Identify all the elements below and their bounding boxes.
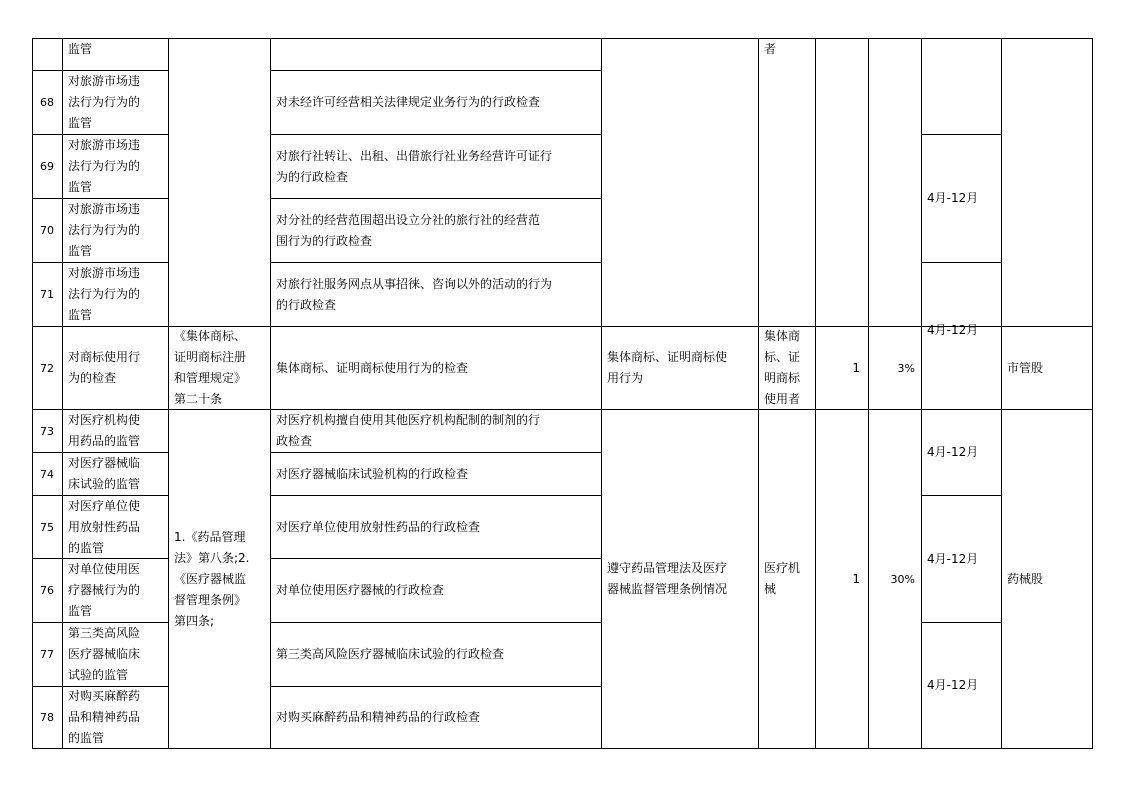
row-number: 77 bbox=[40, 648, 54, 661]
action-cell: 对未经许可经营相关法律规定业务行为的行政检查 bbox=[276, 95, 541, 109]
action-cell: 第三类高风险医疗器械临床试验的行政检查 bbox=[276, 647, 505, 661]
row-number: 68 bbox=[40, 96, 54, 109]
action-cell: 集体商标、证明商标使用行为的检查 bbox=[276, 360, 469, 375]
item-cell: 监管 bbox=[68, 42, 93, 56]
count-cell: 1 bbox=[852, 360, 860, 375]
row-number: 71 bbox=[40, 288, 54, 301]
item-cell: 对商标使用行 为的检查 bbox=[68, 350, 141, 385]
item-cell: 对购买麻醉药 品和精神药品 的监管 bbox=[68, 689, 141, 745]
action-cell: 对旅行社转让、出租、出借旅行社业务经营许可证行 为的行政检查 bbox=[276, 148, 553, 184]
object-cell: 集体商 标、证 明商标 使用者 bbox=[764, 329, 801, 406]
action-cell: 对分社的经营范围超出设立分社的旅行社的经营范 围行为的行政检查 bbox=[276, 212, 541, 248]
item-cell: 对医疗机构使 用药品的监管 bbox=[68, 413, 141, 448]
item-cell: 对旅游市场违 法行为行为的 监管 bbox=[68, 138, 141, 194]
time-cell: 4月-12月 bbox=[927, 191, 979, 205]
action-cell: 对单位使用医疗器械的行政检查 bbox=[276, 583, 445, 597]
item-cell: 对旅游市场违 法行为行为的 监管 bbox=[68, 266, 141, 322]
item-cell: 对旅游市场违 法行为行为的 监管 bbox=[68, 202, 141, 258]
row-number: 74 bbox=[40, 467, 54, 481]
row-number: 72 bbox=[40, 361, 54, 375]
item-cell: 对医疗单位使 用放射性药品 的监管 bbox=[68, 498, 141, 555]
object-cell: 医疗机 械 bbox=[764, 561, 801, 596]
action-cell: 对购买麻醉药品和精神药品的行政检查 bbox=[276, 710, 481, 724]
action-cell: 对医疗单位使用放射性药品的行政检查 bbox=[276, 519, 481, 534]
row-number: 78 bbox=[40, 711, 54, 724]
item-cell: 第三类高风险 医疗器械临床 试验的监管 bbox=[68, 626, 141, 682]
time-cell: 4月-12月 bbox=[927, 551, 979, 566]
object-cell: 者 bbox=[764, 42, 777, 56]
ratio-cell: 3% bbox=[897, 361, 915, 375]
ratio-cell: 30% bbox=[890, 572, 915, 586]
item-cell: 对医疗器械临 床试验的监管 bbox=[68, 456, 141, 491]
time-cell: 4月-12月 bbox=[927, 323, 979, 337]
time-cell: 4月-12月 bbox=[927, 445, 979, 459]
row-number: 75 bbox=[40, 520, 54, 534]
row-number: 76 bbox=[40, 584, 54, 597]
action-cell: 对医疗器械临床试验机构的行政检查 bbox=[276, 466, 469, 481]
action-cell: 对医疗机构擅自使用其他医疗机构配制的制剂的行 政检查 bbox=[276, 413, 541, 448]
basis-cell: 1.《药品管理 法》第八条;2. 《医疗器械监 督管理条例》 第四条; bbox=[174, 529, 250, 628]
basis-cell: 《集体商标、 证明商标注册 和管理规定》 第二十条 bbox=[174, 329, 247, 406]
row-number: 69 bbox=[40, 160, 54, 173]
time-cell: 4月-12月 bbox=[927, 678, 979, 692]
content-cell: 遵守药品管理法及医疗 器械监督管理条例情况 bbox=[607, 561, 728, 596]
item-cell: 对旅游市场违 法行为行为的 监管 bbox=[68, 74, 141, 130]
item-cell: 对单位使用医 疗器械行为的 监管 bbox=[68, 562, 141, 618]
row-number: 73 bbox=[40, 424, 54, 438]
row-number: 70 bbox=[40, 224, 54, 237]
dept-cell: 市管股 bbox=[1007, 360, 1044, 375]
action-cell: 对旅行社服务网点从事招徕、咨询以外的活动的行为 的行政检查 bbox=[276, 276, 553, 312]
dept-cell: 药械股 bbox=[1007, 571, 1044, 586]
content-cell: 集体商标、证明商标使 用行为 bbox=[607, 350, 728, 385]
count-cell: 1 bbox=[852, 571, 860, 586]
